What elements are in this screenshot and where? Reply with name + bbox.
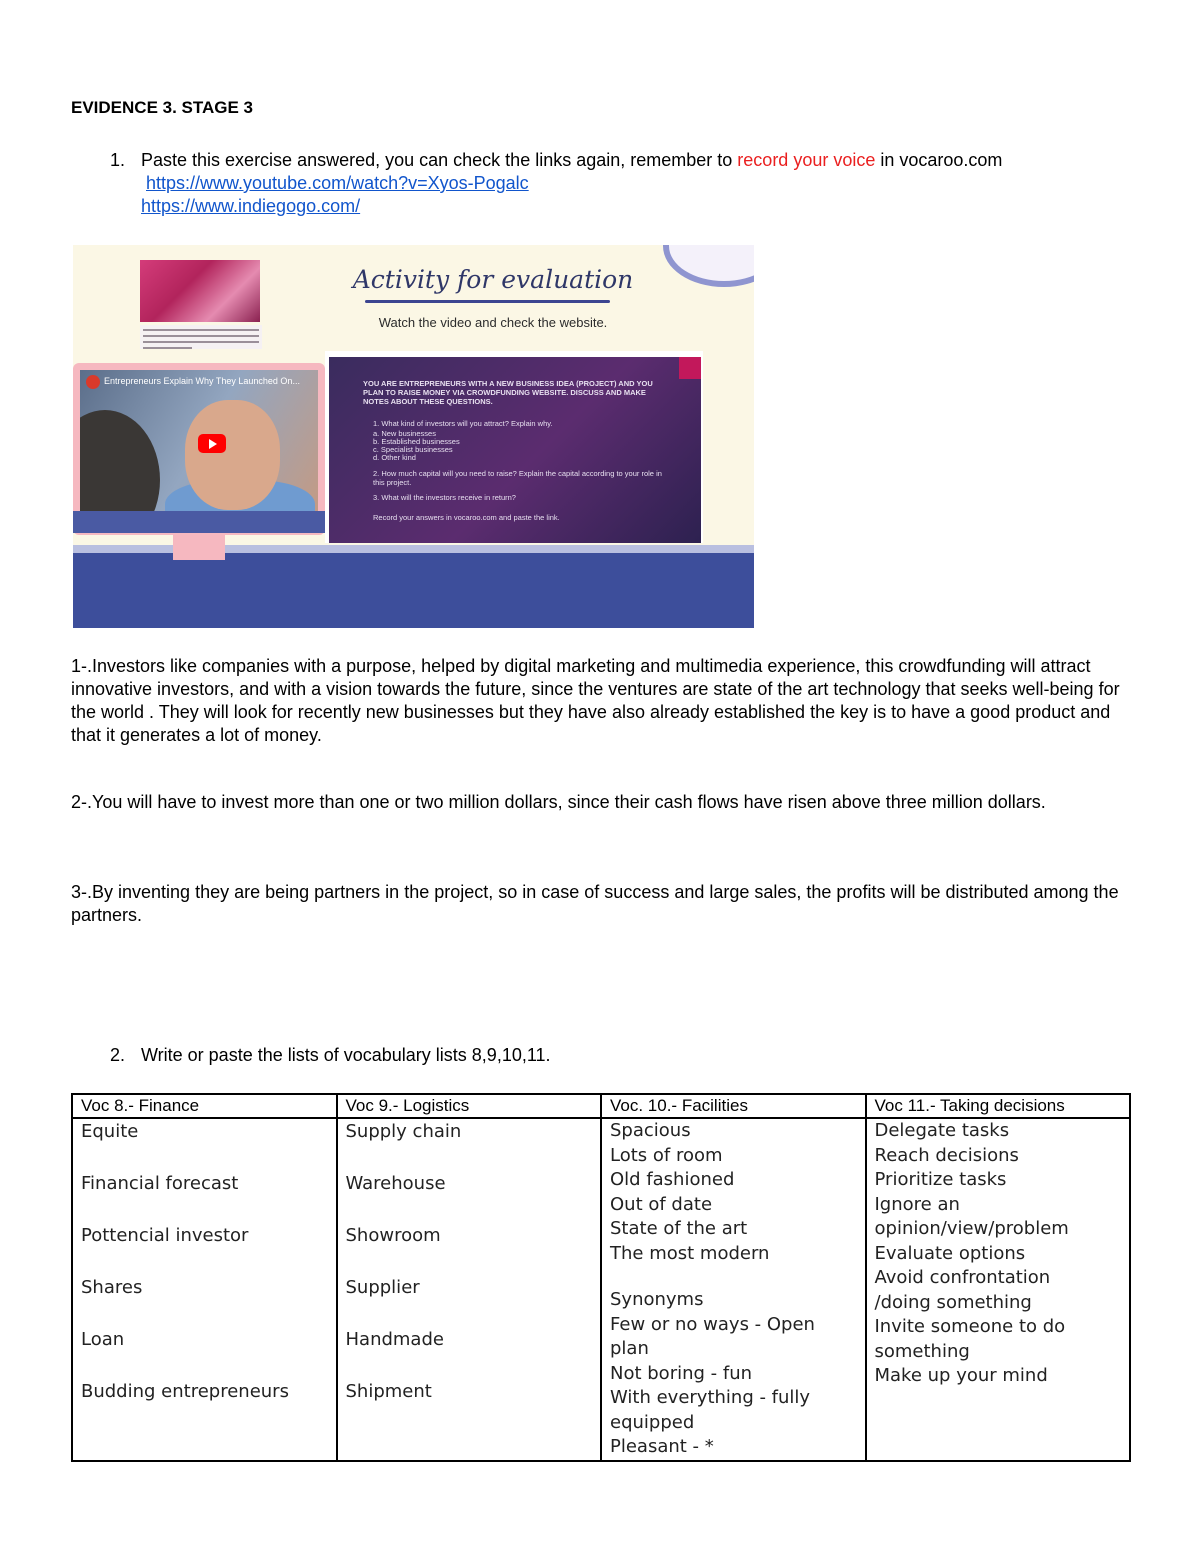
- vocab-item: Avoid confrontation: [874, 1267, 1051, 1288]
- q1-option-a: a. New businesses: [373, 429, 436, 438]
- vocab-item: Invite someone to do: [874, 1316, 1066, 1337]
- table-row: [72, 1118, 1130, 1461]
- answer-3: 3-.By inventing they are being partners in the project, so in case of success and large sales, the profits will be distributed among the partners.: [71, 882, 1119, 925]
- vocab-item: plan: [610, 1338, 649, 1359]
- video-monitor: [73, 363, 325, 535]
- clock-decoration: [663, 245, 754, 287]
- decisions-cell: [866, 1118, 1131, 1461]
- item1-text-red: record your voice: [737, 150, 876, 170]
- activity-slide-image: [73, 245, 754, 628]
- vocab-item: Ignore an: [874, 1193, 960, 1215]
- youtube-link[interactable]: https://www.youtube.com/watch?v=Xyos-Pogalc: [146, 173, 529, 193]
- q1-option-b: b. Established businesses: [373, 437, 460, 446]
- website-thumbnail-caption: [140, 325, 262, 349]
- q1-option-c: c. Specialist businesses: [373, 445, 453, 454]
- website-thumbnail: [140, 260, 260, 322]
- header-finance: Voc 8.- Finance: [72, 1094, 337, 1118]
- finance-cell: [72, 1118, 337, 1461]
- vocab-item: Pottencial investor: [81, 1225, 249, 1246]
- vocab-item: Showroom: [345, 1225, 441, 1246]
- item1-text-after: in vocaroo.com: [875, 150, 1003, 170]
- item1-instruction: [141, 149, 1002, 172]
- vocab-item: Synonyms: [610, 1289, 704, 1310]
- vocab-item: Shares: [81, 1277, 143, 1298]
- list-number-2: 2.: [110, 1045, 126, 1065]
- question-3: 3. What will the investors receive in return?: [373, 493, 516, 502]
- video-person-right: [185, 400, 280, 510]
- vocab-item: The most modern: [610, 1242, 770, 1264]
- vocab-item: /doing something: [874, 1291, 1032, 1313]
- item1-text-before: Paste this exercise answered, you can check the links again, remember to: [141, 150, 738, 170]
- record-instruction: Record your answers in vocaroo.com and paste the link.: [373, 513, 560, 522]
- vocab-item: Prioritize tasks: [874, 1169, 1007, 1190]
- answer-1: 1-.Investors like companies with a purpose, helped by digital marketing and multimedia experience, this crowdfunding will attract innovative investors, and with a vision towards the future, since the ventures are state of the art technology that seeks well-being for the world . They will look for recently new businesses but they have also already established the key is to have a good product and that it generates a lot of money.: [71, 656, 1120, 745]
- slide-heading: Activity for evaluation: [352, 265, 634, 294]
- vocab-item: Out of date: [610, 1193, 713, 1215]
- monitor-stand: [173, 535, 225, 560]
- vocab-item: Not boring - fun: [610, 1362, 753, 1384]
- table-header-row: [72, 1094, 1130, 1118]
- list-number-1: 1.: [110, 150, 126, 170]
- item2-instruction: Write or paste the lists of vocabulary lists 8,9,10,11.: [141, 1045, 551, 1065]
- vocab-item: Shipment: [345, 1381, 432, 1402]
- q1-option-d: d. Other kind: [373, 453, 416, 462]
- vocab-item: Supply chain: [345, 1121, 462, 1142]
- facilities-cell: [601, 1118, 866, 1461]
- channel-logo-icon: [86, 375, 100, 389]
- header-decisions: Voc 11.- Taking decisions: [866, 1094, 1131, 1118]
- vocab-item: State of the art: [610, 1218, 748, 1239]
- vocab-item: Old fashioned: [610, 1169, 735, 1190]
- question-panel-content: [329, 357, 701, 543]
- vocab-item: Equite: [81, 1121, 139, 1142]
- video-screen[interactable]: [80, 370, 318, 522]
- question-panel: [325, 351, 703, 543]
- vocab-item: Evaluate options: [874, 1242, 1026, 1264]
- video-title: Entrepreneurs Explain Why They Launched On...: [104, 376, 300, 386]
- question-1: 1. What kind of investors will you attract? Explain why.: [373, 419, 553, 428]
- prompt-intro: YOU ARE ENTREPRENEURS WITH A NEW BUSINESS IDEA (PROJECT) AND YOU PLAN TO RAISE MONEY VIA CROWDFUNDING WEBSITE. DISCUSS AND MAKE NOTES ABOUT THESE QUESTIONS.: [363, 379, 653, 406]
- question-2: 2. How much capital will you need to raise? Explain the capital according to your role in this project.: [373, 469, 662, 487]
- indiegogo-link[interactable]: https://www.indiegogo.com/: [141, 196, 361, 216]
- vocab-item: equipped: [610, 1411, 695, 1433]
- header-facilities: Voc. 10.- Facilities: [601, 1094, 866, 1118]
- vocab-item: Warehouse: [345, 1173, 446, 1194]
- vocab-item: opinion/view/problem: [874, 1218, 1069, 1239]
- panel-corner-accent: [679, 357, 701, 379]
- vocab-item: Handmade: [345, 1329, 444, 1350]
- slide-subheading: Watch the video and check the website.: [378, 315, 608, 330]
- vocab-item: Spacious: [610, 1120, 691, 1141]
- vocab-item: Loan: [81, 1329, 125, 1350]
- vocab-item: Pleasant - *: [610, 1436, 714, 1457]
- vocab-item: Make up your mind: [874, 1365, 1048, 1386]
- vocab-item: Supplier: [345, 1277, 420, 1298]
- monitor-base: [73, 511, 325, 533]
- vocab-item: something: [874, 1340, 970, 1362]
- vocab-item: Lots of room: [610, 1144, 723, 1166]
- heading-underline: [365, 300, 610, 303]
- header-logistics: Voc 9.- Logistics: [337, 1094, 602, 1118]
- vocab-item: Delegate tasks: [874, 1120, 1010, 1141]
- vocab-item: Financial forecast: [81, 1173, 239, 1194]
- vocab-item: Budding entrepreneurs: [81, 1381, 289, 1402]
- vocab-item: Reach decisions: [874, 1144, 1019, 1166]
- vocab-item: With everything - fully: [610, 1387, 811, 1408]
- desk-surface: [73, 553, 754, 628]
- vocabulary-table: [71, 1093, 1131, 1462]
- video-person-left: [80, 410, 160, 522]
- play-button-icon[interactable]: [198, 434, 226, 453]
- vocab-item: Few or no ways - Open: [610, 1313, 815, 1335]
- logistics-cell: [337, 1118, 602, 1461]
- answer-2: 2-.You will have to invest more than one or two million dollars, since their cash flows have risen above three million dollars.: [71, 792, 1046, 812]
- document-title: EVIDENCE 3. STAGE 3: [71, 98, 254, 117]
